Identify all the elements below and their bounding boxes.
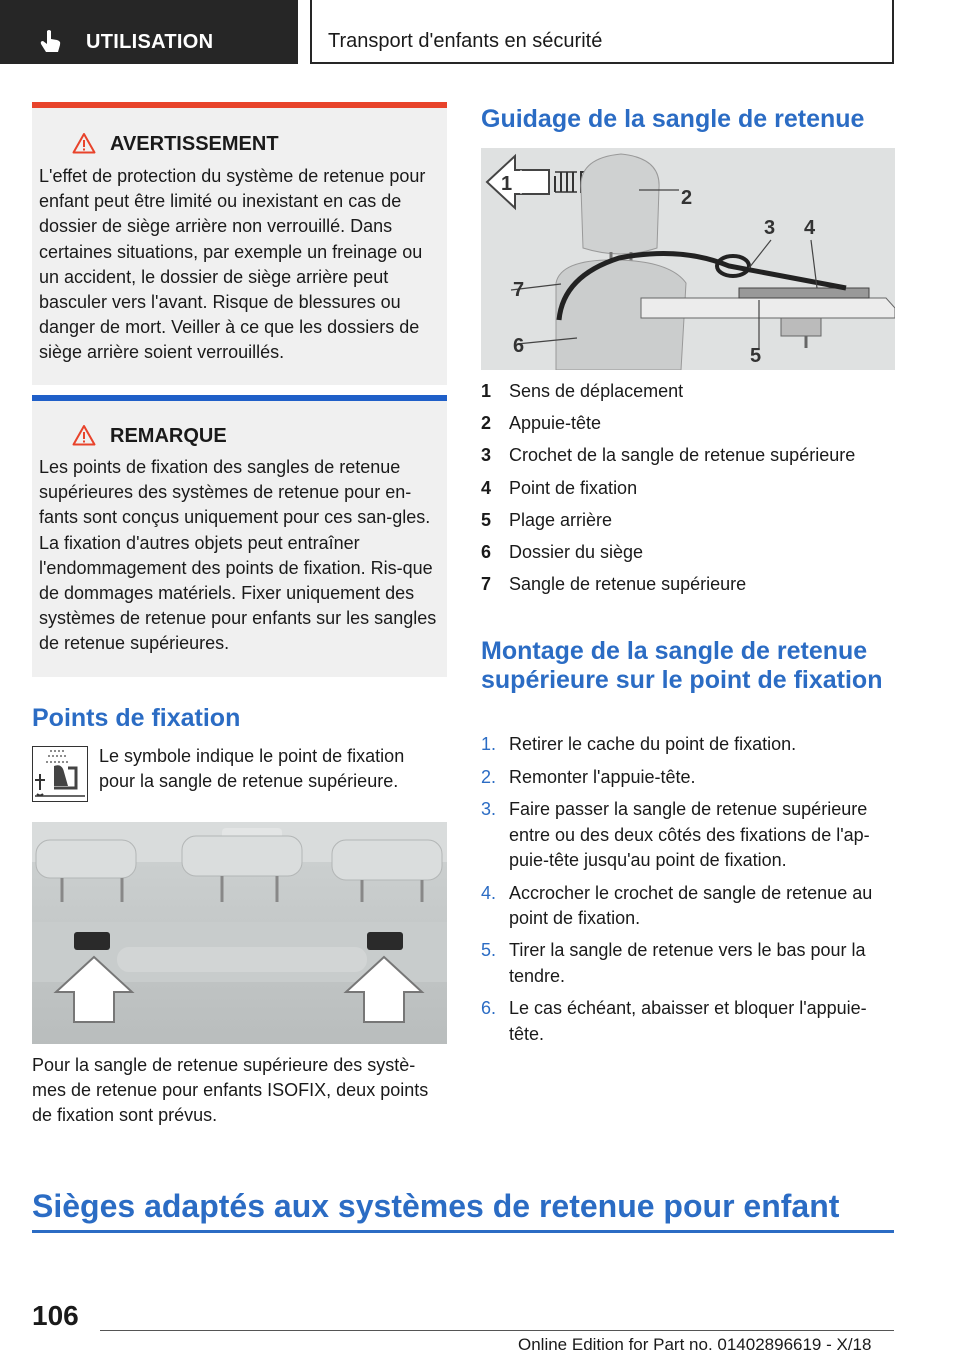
step-text: Le cas échéant, abaisser et bloquer l'appuie-tête. <box>509 998 867 1044</box>
step-item <box>481 765 896 790</box>
legend-number: 3 <box>481 445 492 466</box>
legend-number: 7 <box>481 574 492 595</box>
step-item <box>481 881 896 931</box>
mount-steps <box>481 732 896 1054</box>
guide-heading: Guidage de la sangle de retenue <box>481 105 865 133</box>
section-rule <box>32 1230 894 1233</box>
step-number: 6. <box>481 998 497 1019</box>
diagram-label-1: 1 <box>501 173 513 195</box>
section-label: UTILISATION <box>86 31 214 53</box>
mount-heading: Montage de la sangle de retenue supérieure sur le point de fixation <box>481 637 883 694</box>
diagram-label-6: 6 <box>513 335 525 357</box>
step-number: 2. <box>481 766 497 787</box>
notice-triangle-icon <box>72 424 96 446</box>
diagram-label-3: 3 <box>764 217 776 239</box>
strap-routing-diagram <box>481 148 895 370</box>
legend-item <box>481 413 901 445</box>
step-text: Retirer le cache du point de fixation. <box>509 734 797 754</box>
warning-triangle-icon <box>72 132 96 154</box>
rear-shelf-photo <box>32 822 447 1044</box>
step-number: 5. <box>481 940 497 961</box>
step-item <box>481 797 896 873</box>
legend-label: Appuie-tête <box>509 413 602 434</box>
step-number: 1. <box>481 734 497 754</box>
legend-item <box>481 478 901 510</box>
diagram-label-5: 5 <box>750 345 762 367</box>
legend-item <box>481 574 901 606</box>
section-tab <box>0 0 298 64</box>
step-item <box>481 996 896 1046</box>
warning-bar <box>32 102 447 108</box>
section-heading: Sièges adaptés aux systèmes de retenue pour enfant <box>32 1188 840 1224</box>
legend-item <box>481 542 901 574</box>
step-item <box>481 732 896 757</box>
legend-item <box>481 510 901 542</box>
legend-label: Plage arrière <box>509 509 613 530</box>
isofix-anchor-icon <box>32 746 88 802</box>
diagram-legend <box>481 381 901 606</box>
warning-title: AVERTISSEMENT <box>110 133 279 155</box>
legend-number: 1 <box>481 381 492 401</box>
legend-label: Sangle de retenue supérieure <box>509 574 747 595</box>
notice-text: Les points de fixation des sangles de retenue supérieures des systèmes de retenue pour en‐fants sont conçus uniquement pour ces san‐gles. La fixation d'autres objets peut entraîner l'endommagement des points de fixation. Ris‐que de dommages matériels. Fixer uniquement des systèmes de retenue pour enfants sur les sangles de retenue supérieures. <box>39 457 437 654</box>
notice-box <box>32 395 447 677</box>
step-text: Remonter l'appuie-tête. <box>509 766 696 787</box>
legend-label: Dossier du siège <box>509 541 644 562</box>
step-text: Accrocher le crochet de sangle de retenue au point de fixation. <box>509 882 873 928</box>
diagram-label-7: 7 <box>513 279 525 301</box>
legend-number: 6 <box>481 541 492 562</box>
legend-label: Sens de déplacement <box>509 381 684 401</box>
points-heading: Points de fixation <box>32 704 241 732</box>
notice-title: REMARQUE <box>110 425 227 447</box>
warning-text: L'effet de protection du système de retenue pour enfant peut être limité ou inexistant en cas de dossier de siège arrière non verrouillé. Dans certaines situations, par exemple un freinage ou un accident, le dossier de siège arrière peut basculer vers l'avant. Risque de blessures ou danger de mort. Veiller à ce que les dossiers de siège arrière soient verrouillés. <box>39 166 426 363</box>
warning-box <box>32 102 447 385</box>
footer-edition: Online Edition for Part no. 01402896619 - X/18 <box>518 1335 872 1354</box>
diagram-label-4: 4 <box>804 217 816 239</box>
notice-bar <box>32 395 447 401</box>
topic-label: Transport d'enfants en sécurité <box>328 30 603 52</box>
hand-touch-icon <box>38 28 64 54</box>
legend-label: Point de fixation <box>509 477 638 498</box>
topic-tab <box>310 0 894 64</box>
step-item <box>481 938 896 988</box>
page-number: 106 <box>32 1300 79 1331</box>
step-text: Faire passer la sangle de retenue supérieure entre ou des deux côtés des fixations de l'ap‐puie-tête jusqu'au point de fixation. <box>509 799 870 870</box>
footer-rule <box>100 1330 894 1331</box>
legend-item <box>481 445 901 477</box>
legend-number: 4 <box>481 477 492 498</box>
legend-number: 5 <box>481 509 492 530</box>
step-number: 3. <box>481 799 497 820</box>
diagram-label-2: 2 <box>681 187 693 209</box>
legend-number: 2 <box>481 413 492 434</box>
step-number: 4. <box>481 882 497 903</box>
photo-caption: Pour la sangle de retenue supérieure des systè‐mes de retenue pour enfants ISOFIX, deux points de fixation sont prévus. <box>32 1055 429 1126</box>
symbol-text: Le symbole indique le point de fixation pour la sangle de retenue supérieure. <box>99 746 405 792</box>
step-text: Tirer la sangle de retenue vers le bas pour la tendre. <box>509 940 866 986</box>
legend-label: Crochet de la sangle de retenue supérieure <box>509 445 856 466</box>
legend-item <box>481 381 901 413</box>
